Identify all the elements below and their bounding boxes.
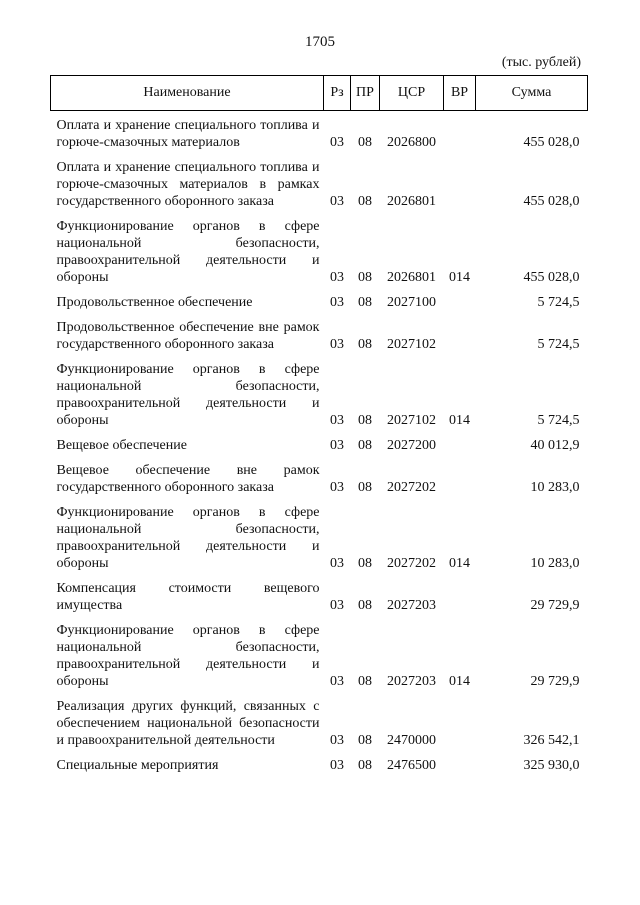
- row-rz: 03: [330, 135, 344, 150]
- table-row: [51, 151, 588, 210]
- row-csr: 2027202: [387, 556, 436, 571]
- row-sum: 5 724,5: [537, 295, 580, 310]
- row-csr: 2027100: [387, 295, 436, 310]
- row-rz: 03: [330, 674, 344, 689]
- page-number: 1705: [305, 34, 335, 50]
- row-csr: 2027200: [387, 438, 436, 453]
- row-vr: 014: [449, 674, 470, 689]
- row-sum: 455 028,0: [523, 135, 580, 150]
- row-sum: 326 542,1: [523, 733, 580, 748]
- row-name: Функционирование органов в сфере национальной безопасности, правоохранительной деятельности и обороны: [56, 623, 320, 689]
- table-row: [51, 311, 588, 353]
- row-rz: 03: [330, 480, 344, 495]
- row-vr: [444, 311, 476, 353]
- row-rz: 03: [330, 733, 344, 748]
- row-csr: 2027203: [387, 674, 436, 689]
- row-vr: [444, 749, 476, 774]
- row-rz: 03: [330, 758, 344, 773]
- row-name: Продовольственное обеспечение: [56, 295, 253, 310]
- row-sum: 325 930,0: [523, 758, 580, 773]
- row-pr: 08: [358, 758, 372, 773]
- row-name: Специальные мероприятия: [56, 758, 219, 773]
- row-rz: 03: [330, 413, 344, 428]
- row-vr: [444, 690, 476, 749]
- header-pr: ПР: [351, 76, 380, 111]
- row-name: Функционирование органов в сфере национальной безопасности, правоохранительной деятельности и обороны: [56, 219, 320, 285]
- row-csr: 2027202: [387, 480, 436, 495]
- table-row: [51, 210, 588, 286]
- row-pr: 08: [358, 438, 372, 453]
- row-vr: [444, 572, 476, 614]
- row-rz: 03: [330, 337, 344, 352]
- header-name: Наименование: [51, 76, 324, 111]
- table-row: [51, 429, 588, 454]
- row-vr: 014: [449, 556, 470, 571]
- row-vr: 014: [449, 413, 470, 428]
- row-rz: 03: [330, 556, 344, 571]
- row-rz: 03: [330, 270, 344, 285]
- row-pr: 08: [358, 598, 372, 613]
- row-sum: 5 724,5: [537, 337, 580, 352]
- row-rz: 03: [330, 194, 344, 209]
- table-row: [51, 454, 588, 496]
- row-vr: [444, 429, 476, 454]
- row-name: Продовольственное обеспечение вне рамок государственного оборонного заказа: [56, 320, 320, 352]
- row-pr: 08: [358, 295, 372, 310]
- row-name: Вещевое обеспечение вне рамок государственного оборонного заказа: [56, 463, 320, 495]
- row-pr: 08: [358, 135, 372, 150]
- row-pr: 08: [358, 413, 372, 428]
- row-csr: 2027203: [387, 598, 436, 613]
- header-csr: ЦСР: [380, 76, 444, 111]
- row-sum: 40 012,9: [530, 438, 580, 453]
- table-row: [51, 690, 588, 749]
- row-pr: 08: [358, 674, 372, 689]
- row-csr: 2027102: [387, 337, 436, 352]
- row-pr: 08: [358, 337, 372, 352]
- row-pr: 08: [358, 270, 372, 285]
- row-vr: [444, 286, 476, 311]
- table-row: [51, 749, 588, 774]
- row-vr: [444, 151, 476, 210]
- row-sum: 10 283,0: [530, 556, 580, 571]
- header-rz: Рз: [324, 76, 351, 111]
- table-row: [51, 111, 588, 152]
- row-name: Компенсация стоимости вещевого имущества: [56, 581, 320, 613]
- row-csr: 2026801: [387, 194, 436, 209]
- row-pr: 08: [358, 556, 372, 571]
- row-csr: 2476500: [387, 758, 436, 773]
- row-pr: 08: [358, 480, 372, 495]
- row-sum: 29 729,9: [530, 598, 580, 613]
- row-pr: 08: [358, 733, 372, 748]
- row-sum: 5 724,5: [537, 413, 580, 428]
- row-csr: 2026801: [387, 270, 436, 285]
- table-row: [51, 496, 588, 572]
- row-csr: 2470000: [387, 733, 436, 748]
- header-sum: Сумма: [476, 76, 588, 111]
- header-vr: ВР: [444, 76, 476, 111]
- row-sum: 29 729,9: [530, 674, 580, 689]
- row-sum: 10 283,0: [530, 480, 580, 495]
- row-name: Функционирование органов в сфере национальной безопасности, правоохранительной деятельности и обороны: [56, 362, 320, 428]
- row-csr: 2026800: [387, 135, 436, 150]
- budget-table: [50, 75, 588, 774]
- table-row: [51, 614, 588, 690]
- row-name: Оплата и хранение специального топлива и горюче-смазочных материалов в рамках государственного оборонного заказа: [56, 160, 320, 209]
- row-csr: 2027102: [387, 413, 436, 428]
- table-row: [51, 572, 588, 614]
- row-vr: [444, 111, 476, 152]
- row-sum: 455 028,0: [523, 194, 580, 209]
- units-label: (тыс. рублей): [501, 55, 581, 70]
- row-sum: 455 028,0: [523, 270, 580, 285]
- row-name: Функционирование органов в сфере национальной безопасности, правоохранительной деятельности и обороны: [56, 505, 320, 571]
- row-rz: 03: [330, 598, 344, 613]
- table-row: [51, 286, 588, 311]
- table-row: [51, 353, 588, 429]
- table-header-row: [51, 76, 588, 111]
- row-vr: [444, 454, 476, 496]
- row-name: Вещевое обеспечение: [56, 438, 187, 453]
- row-name: Реализация других функций, связанных с обеспечением национальной безопасности и правоохранительной деятельности: [56, 699, 320, 748]
- row-vr: 014: [449, 270, 470, 285]
- row-rz: 03: [330, 438, 344, 453]
- row-pr: 08: [358, 194, 372, 209]
- row-name: Оплата и хранение специального топлива и горюче-смазочных материалов: [56, 118, 320, 150]
- row-rz: 03: [330, 295, 344, 310]
